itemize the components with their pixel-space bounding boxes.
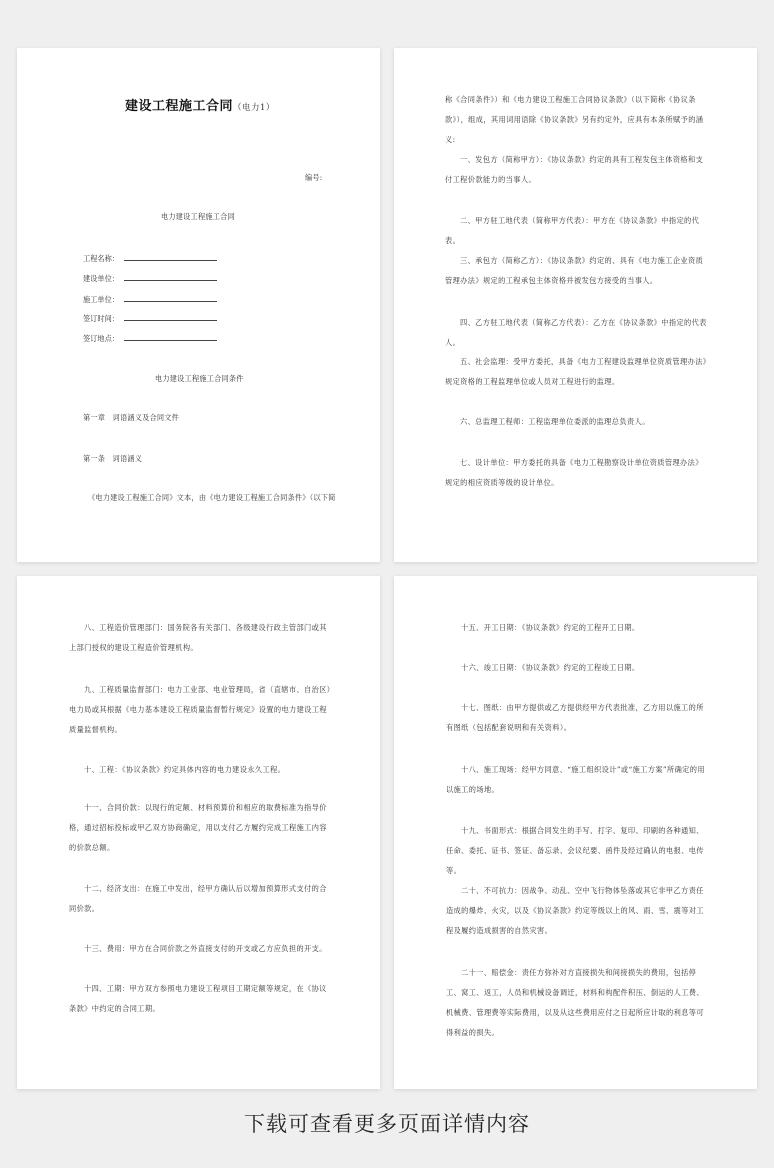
field-label: 施工单位：	[83, 295, 119, 304]
paragraph: 称《合同条件》）和《电力建设工程施工合同协议条款》（以下简称《协议条款》），组成，其用词用语除《协议条款》另有约定外，应具有本条所赋予的涵义:	[445, 95, 704, 144]
paragraph: 二十、不可抗力：因战争、动乱、空中飞行物体坠落或其它非甲乙方责任造成的爆炸、火灾，以及《协议条款》约定等级以上的风、雨、雪、震等对工程及履约造成损害的自然灾害。	[446, 886, 704, 935]
field-label: 签订时间：	[83, 314, 119, 323]
paragraph: 十七、图纸：由甲方提供或乙方提供经甲方代表批准，乙方用以施工的所有图纸（包括配套说明和有关资料）。	[446, 703, 704, 732]
paragraph: 十五、开工日期：《协议条款》约定的工程开工日期。	[461, 623, 640, 632]
title-suffix: （电力1）	[233, 103, 275, 113]
document-page-3	[17, 576, 380, 1089]
paragraph: 十八、施工现场：经甲方同意、“施工组织设计”或“施工方案”所确定的用以施工的场地。	[446, 765, 705, 794]
field-label: 建设单位：	[83, 274, 119, 283]
title-text: 建设工程施工合同	[125, 99, 234, 114]
paragraph: 四、乙方驻工地代表（简称乙方代表）：乙方在《协议条款》中指定的代表人。	[445, 318, 707, 347]
article-heading: 第一条 词语涵义	[83, 454, 143, 463]
intro-paragraph: 《电力建设工程施工合同》文本，由《电力建设工程施工合同条件》（以下简	[88, 493, 336, 502]
paragraph: 十九、书面形式：根据合同发生的手写、打字、复印、印刷的各种通知、任命、委托、证书、签证、备忘录、会议纪要、函件及经过确认的电报、电传等。	[446, 826, 704, 875]
field-blank-line	[124, 273, 217, 281]
paragraph: 三、承包方（简称乙方）：《协议条款》约定的、具有《电力施工企业资质管理办法》规定的工程承包主体资格并被发包方接受的当事人。	[445, 256, 704, 285]
paragraph: 十六、竣工日期：《协议条款》约定的工程竣工日期。	[461, 663, 640, 672]
paragraph: 五、社会监理：受甲方委托，具备《电力工程建设监理单位资质管理办法》规定资格的工程监理单位或人员对工程进行的监理。	[445, 357, 707, 386]
paragraph: 一、发包方（简称甲方）：《协议条款》约定的具有工程发包主体资格和支付工程价款能力的当事人。	[445, 155, 704, 184]
paragraph: 十二、经济支出：在施工中发出，经甲方确认后以增加预算形式支付的合同价款。	[69, 884, 327, 913]
document-page-4	[394, 576, 757, 1089]
paragraph: 七、设计单位：甲方委托的具备《电力工程勘察设计单位资质管理办法》规定的相应资质等级的设计单位。	[445, 458, 703, 487]
paragraph: 六、总监理工程师：工程监理单位委派的监理总负责人。	[460, 417, 650, 426]
field-label: 签订地点：	[83, 334, 119, 343]
document-page-1	[17, 48, 380, 562]
field-label: 工程名称：	[83, 254, 119, 263]
field-project-name	[83, 253, 217, 264]
paragraph: 十、工程：《协议条款》约定具体内容的电力建设永久工程。	[84, 765, 286, 774]
contract-title	[125, 95, 275, 114]
field-sign-date	[83, 313, 217, 324]
field-client	[83, 273, 217, 284]
paragraph: 二十一、赔偿金：责任方弥补对方直接损失和间接损失的费用，包括停工、窝工、返工，人员和机械设备调迁，材料和构配件积压、倒运的人工费、机械费、管理费等实际费用，以及从这些费用应付之日起所应计取的利息等可得利益的损失。	[446, 968, 704, 1037]
field-blank-line	[124, 333, 217, 341]
paragraph: 二、甲方驻工地代表（简称甲方代表）：甲方在《协议条款》中指定的代表。	[445, 216, 700, 245]
chapter-heading: 第一章 词语涵义及合同文件	[83, 413, 180, 422]
paragraph: 八、工程造价管理部门：国务院各有关部门、各级建设行政主管部门或其上部门授权的建设工程造价管理机构。	[69, 623, 327, 652]
contract-subtitle: 电力建设工程施工合同	[161, 212, 235, 221]
paragraph: 九、工程质量监督部门：电力工业部、电业管理局，省（直辖市、自治区）电力局或其根据《电力基本建设工程质量监督暂行规定》设置的电力建设工程质量监督机构。	[69, 685, 331, 734]
number-label: 编号:	[305, 173, 323, 182]
paragraph: 十四、工期：甲方双方参照电力建设工程项目工期定额等规定，在《协议条款》中约定的合同工期。	[69, 984, 327, 1013]
field-blank-line	[124, 294, 217, 302]
paragraph: 十三、费用：甲方在合同价款之外直接支付的开支或乙方应负担的开支。	[84, 944, 327, 953]
field-blank-line	[124, 253, 217, 261]
document-page-2	[394, 48, 757, 562]
paragraph: 十一、合同价款：以现行的定额、材料预算价和相应的取费标准为指导价格，通过招标投标或甲乙双方协商确定，用以支付乙方履约完成工程施工内容的价款总额。	[69, 803, 327, 852]
field-blank-line	[124, 313, 217, 321]
download-prompt: 下载可查看更多页面详情内容	[244, 1112, 530, 1136]
conditions-title: 电力建设工程施工合同条件	[155, 374, 244, 383]
field-contractor	[83, 294, 217, 305]
field-sign-place	[83, 333, 217, 344]
